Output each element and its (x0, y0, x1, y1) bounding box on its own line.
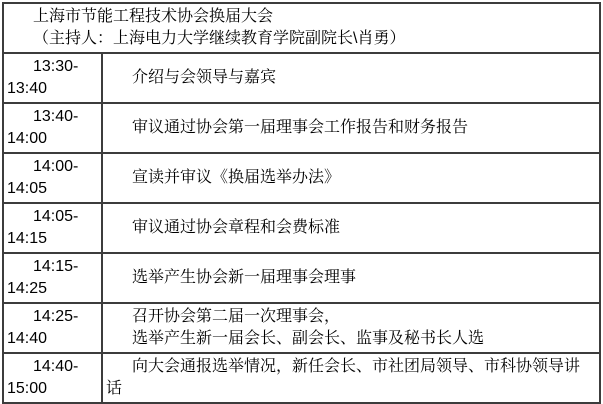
time-cell (3, 353, 102, 403)
time-text: 13:30- (33, 58, 79, 75)
time-cell (3, 153, 102, 203)
agenda-table (2, 2, 601, 404)
time-cell (3, 103, 102, 153)
meeting-title: 上海市节能工程技术协会换届大会 (33, 8, 274, 25)
agenda-row (3, 103, 600, 153)
time-text: 14:00- (33, 158, 79, 175)
agenda-item-cell (102, 103, 600, 153)
agenda-item-text: 选举产生新一届会长、副会长、监事及秘书长人选 (132, 330, 485, 347)
agenda-item-text: 召开协会第二届一次理事会， (132, 308, 341, 325)
time-text: 13:40- (33, 108, 79, 125)
agenda-item-text: 选举产生协会新一届理事会理事 (132, 269, 357, 286)
time-cell (3, 253, 102, 303)
agenda-item-cell (102, 153, 600, 203)
agenda-row (3, 303, 600, 353)
time-text: 14:15- (33, 258, 79, 275)
agenda-item-text: 介绍与会领导与嘉宾 (132, 69, 277, 86)
time-text: 14:25 (7, 280, 48, 297)
agenda-item-text: 审议通过协会章程和会费标准 (132, 219, 341, 236)
time-text: 14:05- (33, 208, 79, 225)
time-text: 15:00 (7, 380, 48, 397)
agenda-item-cell (102, 303, 600, 353)
time-text: 14:00 (7, 130, 48, 147)
time-text: 14:05 (7, 180, 48, 197)
agenda-item-cell (102, 253, 600, 303)
moderator-line: （主持人：上海电力大学继续教育学院副院长\肖勇） (33, 30, 406, 47)
agenda-item-text: 向大会通报选举情况，新任会长、市社团局领导、市科协领导讲 (132, 358, 581, 375)
agenda-item-text: 话 (106, 380, 123, 397)
time-text: 14:40- (33, 358, 79, 375)
agenda-row (3, 353, 600, 403)
agenda-row (3, 253, 600, 303)
agenda-row (3, 153, 600, 203)
time-text: 14:25- (33, 308, 79, 325)
agenda-row (3, 53, 600, 103)
header-row (3, 3, 600, 53)
agenda-table-body (3, 3, 600, 404)
time-text: 14:40 (7, 330, 48, 347)
agenda-item-cell (102, 203, 600, 253)
time-text: 13:40 (7, 80, 48, 97)
time-cell (3, 303, 102, 353)
time-text: 14:15 (7, 230, 48, 247)
agenda-item-cell (102, 353, 600, 403)
header-cell (3, 3, 600, 53)
agenda-row (3, 203, 600, 253)
agenda-item-text: 审议通过协会第一届理事会工作报告和财务报告 (132, 119, 469, 136)
agenda-item-text: 宣读并审议《换届选举办法》 (132, 169, 341, 186)
time-cell (3, 53, 102, 103)
agenda-item-cell (102, 53, 600, 103)
time-cell (3, 203, 102, 253)
